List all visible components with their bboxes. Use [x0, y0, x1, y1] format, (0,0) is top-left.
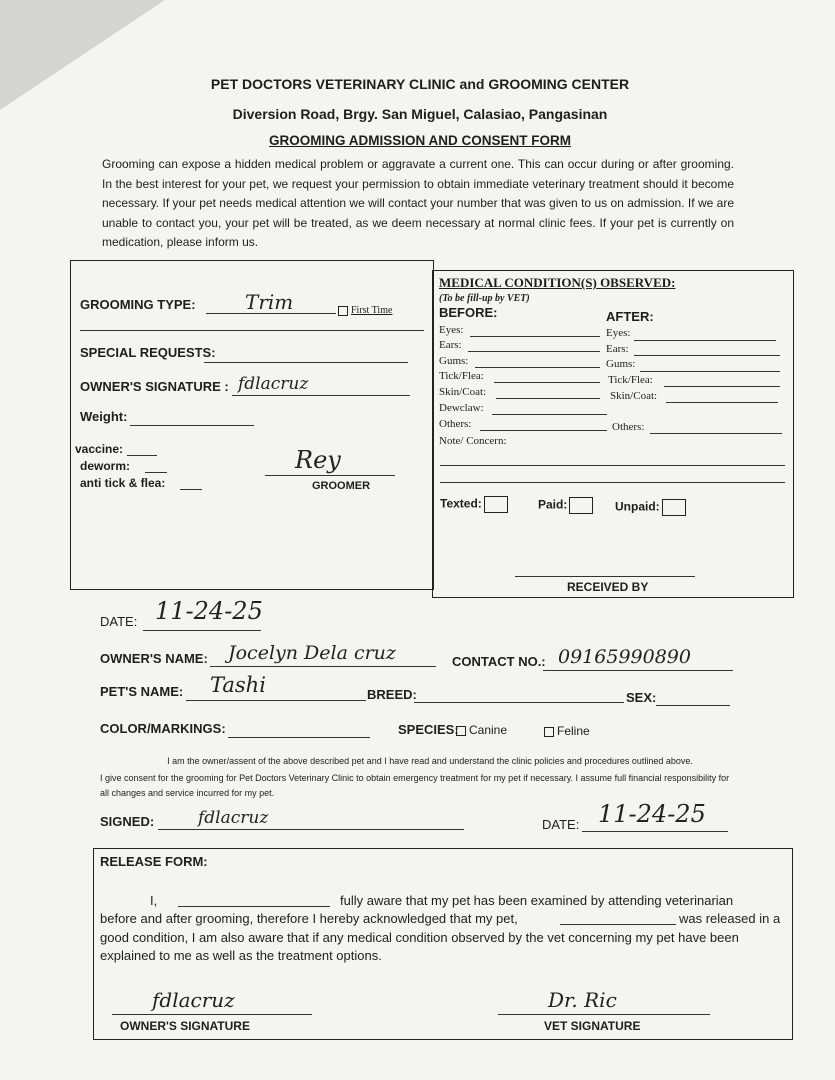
- weight-line[interactable]: [130, 425, 254, 426]
- signed-value: fdlacruz: [198, 808, 269, 828]
- deworm-label: deworm:: [80, 459, 131, 473]
- release-line2-end: was released in a: [679, 911, 781, 926]
- color-label: COLOR/MARKINGS:: [100, 721, 226, 736]
- after-skin-label: Skin/Coat:: [610, 390, 658, 402]
- consent-text-1: I am the owner/assent of the above described pet and I have read and understand the clinic policies and procedures outlined above.: [167, 756, 693, 766]
- grooming-type-label: GROOMING TYPE:: [80, 297, 196, 312]
- special-requests-label: SPECIAL REQUESTS:: [80, 345, 216, 360]
- canine-checkbox[interactable]: [456, 723, 507, 737]
- before-gums-line[interactable]: [475, 367, 600, 368]
- before-dewclaw-label: Dewclaw:: [439, 402, 484, 414]
- date-value: 11-24-25: [155, 597, 263, 625]
- before-ears-line[interactable]: [468, 351, 600, 352]
- owner-name-line[interactable]: [210, 666, 436, 667]
- owner-signature-value: fdlacruz: [238, 374, 309, 394]
- weight-label: Weight:: [80, 409, 128, 424]
- after-tick-line[interactable]: [664, 386, 780, 387]
- after-eyes-label: Eyes:: [606, 327, 631, 339]
- after-others-line[interactable]: [650, 433, 782, 434]
- after-ears-line[interactable]: [634, 355, 780, 356]
- date-label: DATE:: [100, 614, 138, 629]
- medical-title: MEDICAL CONDITION(S) OBSERVED:: [439, 275, 676, 290]
- breed-line[interactable]: [414, 702, 624, 703]
- before-dewclaw-line[interactable]: [492, 414, 607, 415]
- texted-label: Texted:: [440, 496, 482, 511]
- after-gums-line[interactable]: [640, 371, 780, 372]
- pet-name-label: PET'S NAME:: [100, 684, 184, 699]
- intro-paragraph: Grooming can expose a hidden medical problem or aggravate a current one. This can occur during or after grooming. In the best interest for your pet, we request your permission to obtain immediate veterinary treatment should it become necessary. If your pet needs medical attention we will contact your number that was given to us on admission. If we are unable to contact you, your pet will be treated, as we deem necessary at normal clinic fees. If your pet is currently on medication, please inform us.: [102, 157, 734, 249]
- texted-checkbox[interactable]: [440, 496, 508, 513]
- unpaid-checkbox[interactable]: [615, 499, 686, 516]
- owner-name-label: OWNER'S NAME:: [100, 651, 208, 666]
- owner-signature-line[interactable]: [232, 395, 410, 396]
- groomer-label: GROOMER: [312, 480, 371, 492]
- first-time-checkbox[interactable]: [338, 305, 392, 316]
- before-label: BEFORE:: [439, 305, 498, 320]
- pet-name-line[interactable]: [186, 700, 366, 701]
- after-eyes-line[interactable]: [634, 340, 776, 341]
- before-tick-label: Tick/Flea:: [439, 370, 484, 382]
- species-label: SPECIES:: [398, 722, 459, 737]
- first-time-label: First Time: [351, 305, 393, 316]
- paid-checkbox[interactable]: [538, 497, 593, 514]
- feline-label: Feline: [557, 724, 590, 738]
- owner-signature-label: OWNER'S SIGNATURE :: [80, 379, 229, 394]
- folded-corner: [0, 0, 165, 110]
- note-concern-label: Note/ Concern:: [439, 435, 507, 447]
- clinic-address: Diversion Road, Brgy. San Miguel, Calasiao, Pangasinan: [232, 106, 608, 122]
- consent-text-2: I give consent for the grooming for Pet Doctors Veterinary Clinic to obtain emergency treatment for my pet if necessary. I assume full financial responsibility for all changes and service incurred for my pet.: [100, 773, 730, 798]
- vet-signature-value: Dr. Ric: [548, 988, 617, 1012]
- received-by-label: RECEIVED BY: [567, 580, 649, 594]
- grooming-type-value: Trim: [245, 290, 294, 314]
- groomer-line[interactable]: [265, 475, 395, 476]
- before-eyes-line[interactable]: [470, 336, 600, 337]
- canine-label: Canine: [469, 723, 508, 737]
- deworm-line[interactable]: [145, 472, 167, 473]
- feline-checkbox[interactable]: [544, 724, 590, 738]
- clinic-name: PET DOCTORS VETERINARY CLINIC and GROOMING CENTER: [210, 76, 630, 92]
- breed-label: BREED:: [367, 687, 417, 702]
- vaccine-line[interactable]: [127, 455, 157, 456]
- after-gums-label: Gums:: [606, 358, 636, 370]
- date-line[interactable]: [143, 630, 261, 631]
- color-line[interactable]: [228, 737, 370, 738]
- unpaid-label: Unpaid:: [615, 499, 660, 514]
- release-line1-start: I,: [150, 893, 158, 908]
- signed-line[interactable]: [158, 829, 464, 830]
- before-skin-label: Skin/Coat:: [439, 386, 487, 398]
- release-line3: good condition, I am also aware that if any medical condition observed by the vet concerning my pet have been explained to me as well as the treatment options.: [100, 930, 739, 963]
- release-line1-end: fully aware that my pet has been examined by attending veterinarian: [340, 893, 734, 908]
- vet-signature-line[interactable]: [498, 1014, 710, 1015]
- after-label: AFTER:: [606, 309, 654, 324]
- release-owner-signature-label: OWNER'S SIGNATURE: [120, 1019, 250, 1033]
- vaccine-label: vaccine:: [75, 442, 124, 456]
- after-others-label: Others:: [612, 421, 645, 433]
- groomer-signature-value: Rey: [295, 446, 341, 474]
- special-requests-line[interactable]: [204, 362, 408, 363]
- anti-tick-label: anti tick & flea:: [80, 476, 166, 490]
- note-line-1[interactable]: [440, 465, 785, 466]
- sex-label: SEX:: [626, 690, 657, 705]
- sex-line[interactable]: [656, 705, 730, 706]
- release-line2-start: before and after grooming, therefore I hereby acknowledged that my pet,: [100, 911, 518, 926]
- contact-line[interactable]: [543, 670, 733, 671]
- grooming-extra-line: [80, 330, 424, 331]
- release-owner-signature-value: fdlacruz: [152, 988, 235, 1012]
- before-others-label: Others:: [439, 418, 472, 430]
- date2-value: 11-24-25: [598, 800, 706, 828]
- before-ears-label: Ears:: [439, 339, 462, 351]
- note-line-2[interactable]: [440, 482, 785, 483]
- medical-subtitle: (To be fill-up by VET): [439, 293, 530, 304]
- after-tick-label: Tick/Flea:: [608, 374, 653, 386]
- release-pet-line[interactable]: [560, 924, 676, 925]
- after-ears-label: Ears:: [606, 343, 629, 355]
- before-gums-label: Gums:: [439, 355, 469, 367]
- date2-label: DATE:: [542, 817, 580, 832]
- release-owner-line[interactable]: [178, 906, 330, 907]
- before-others-line[interactable]: [480, 430, 607, 431]
- paid-label: Paid:: [538, 497, 568, 512]
- vet-signature-label: VET SIGNATURE: [544, 1019, 641, 1033]
- contact-value: 09165990890: [558, 646, 691, 668]
- before-skin-line[interactable]: [496, 398, 600, 399]
- received-by-line[interactable]: [515, 576, 695, 577]
- before-eyes-label: Eyes:: [439, 324, 464, 336]
- date2-line[interactable]: [582, 831, 728, 832]
- form-title: GROOMING ADMISSION AND CONSENT FORM: [269, 133, 571, 148]
- contact-label: CONTACT NO.:: [452, 654, 546, 669]
- signed-label: SIGNED:: [100, 814, 155, 829]
- release-title: RELEASE FORM:: [100, 854, 208, 869]
- owner-name-value: Jocelyn Dela cruz: [228, 642, 396, 664]
- before-tick-line[interactable]: [494, 382, 600, 383]
- pet-name-value: Tashi: [210, 673, 266, 697]
- anti-tick-line[interactable]: [180, 489, 202, 490]
- after-skin-line[interactable]: [666, 402, 778, 403]
- release-owner-signature-line[interactable]: [112, 1014, 312, 1015]
